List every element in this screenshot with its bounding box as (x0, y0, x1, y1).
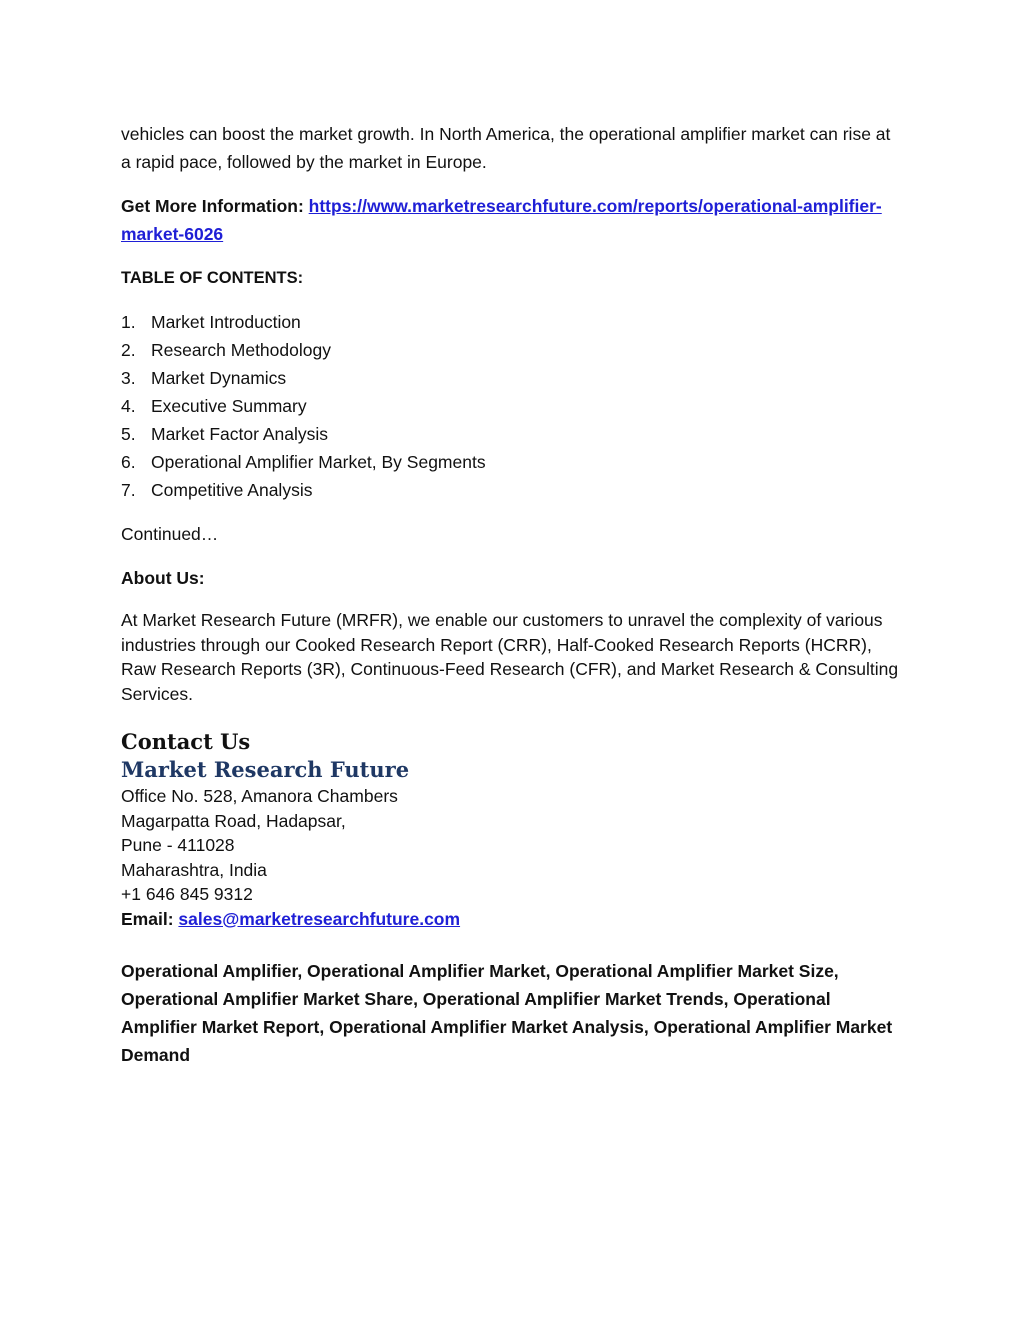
toc-item (121, 476, 901, 504)
email-line (121, 907, 901, 932)
email-label: Email: (121, 908, 174, 929)
toc-item (121, 336, 901, 364)
about-paragraph: At Market Research Future (MRFR), we enable our customers to unravel the complexity of various industries through our Cooked Research Report (CRR), Half-Cooked Research Reports (HCRR), Raw Research Reports (3R), Continuous-Feed Research (CFR), and Market Research & Consulting Services. (121, 610, 899, 704)
phone-line: +1 646 845 9312 (121, 884, 253, 904)
toc-list (121, 308, 901, 504)
contact-heading: Contact Us (121, 729, 251, 754)
company-heading: Market Research Future (121, 757, 410, 782)
toc-heading: TABLE OF CONTENTS: (121, 269, 304, 287)
continued-text: Continued… (121, 524, 219, 544)
address-line: Office No. 528, Amanora Chambers (121, 786, 398, 806)
intro-paragraph: vehicles can boost the market growth. In North America, the operational amplifier market can rise at a rapid pace, followed by the market in Europe. (121, 124, 891, 172)
address-line: Magarpatta Road, Hadapsar, (121, 810, 346, 831)
more-info-line (121, 192, 901, 248)
toc-item (121, 392, 901, 420)
toc-item-number: 2. (121, 340, 136, 360)
address-line: Maharashtra, India (121, 859, 267, 880)
toc-item-number: 3. (121, 368, 136, 388)
toc-item-label: Market Introduction (151, 312, 301, 332)
toc-item-label: Research Methodology (151, 340, 331, 360)
toc-item-label: Market Factor Analysis (151, 424, 328, 444)
email-link[interactable]: sales@marketresearchfuture.com (178, 908, 461, 929)
report-link[interactable]: https://www.marketresearchfuture.com/reports/operational-amplifier-market-6026 (121, 196, 882, 244)
address-line: Pune - 411028 (121, 835, 235, 855)
toc-item-number: 4. (121, 396, 136, 416)
keywords-paragraph: Operational Amplifier, Operational Amplifier Market, Operational Amplifier Market Size, Operational Amplifier Market Share, Operational Amplifier Market Trends, Operational Amplifier Market Report, Operational Amplifier Market Analysis, Operational Amplifier Market Demand (121, 961, 893, 1065)
about-heading: About Us: (121, 568, 205, 588)
toc-item-number: 7. (121, 480, 136, 500)
toc-item-label: Executive Summary (151, 396, 307, 416)
toc-item-number: 6. (121, 452, 136, 472)
toc-item (121, 364, 901, 392)
toc-item-number: 1. (121, 312, 136, 332)
toc-item (121, 308, 901, 336)
toc-item-number: 5. (121, 424, 136, 444)
toc-item (121, 420, 901, 448)
toc-item-label: Market Dynamics (151, 368, 287, 388)
toc-item (121, 448, 901, 476)
toc-item-label: Competitive Analysis (151, 480, 313, 500)
document-page (121, 120, 901, 1069)
toc-item-label: Operational Amplifier Market, By Segments (151, 452, 486, 472)
more-info-label: Get More Information: (121, 196, 304, 216)
